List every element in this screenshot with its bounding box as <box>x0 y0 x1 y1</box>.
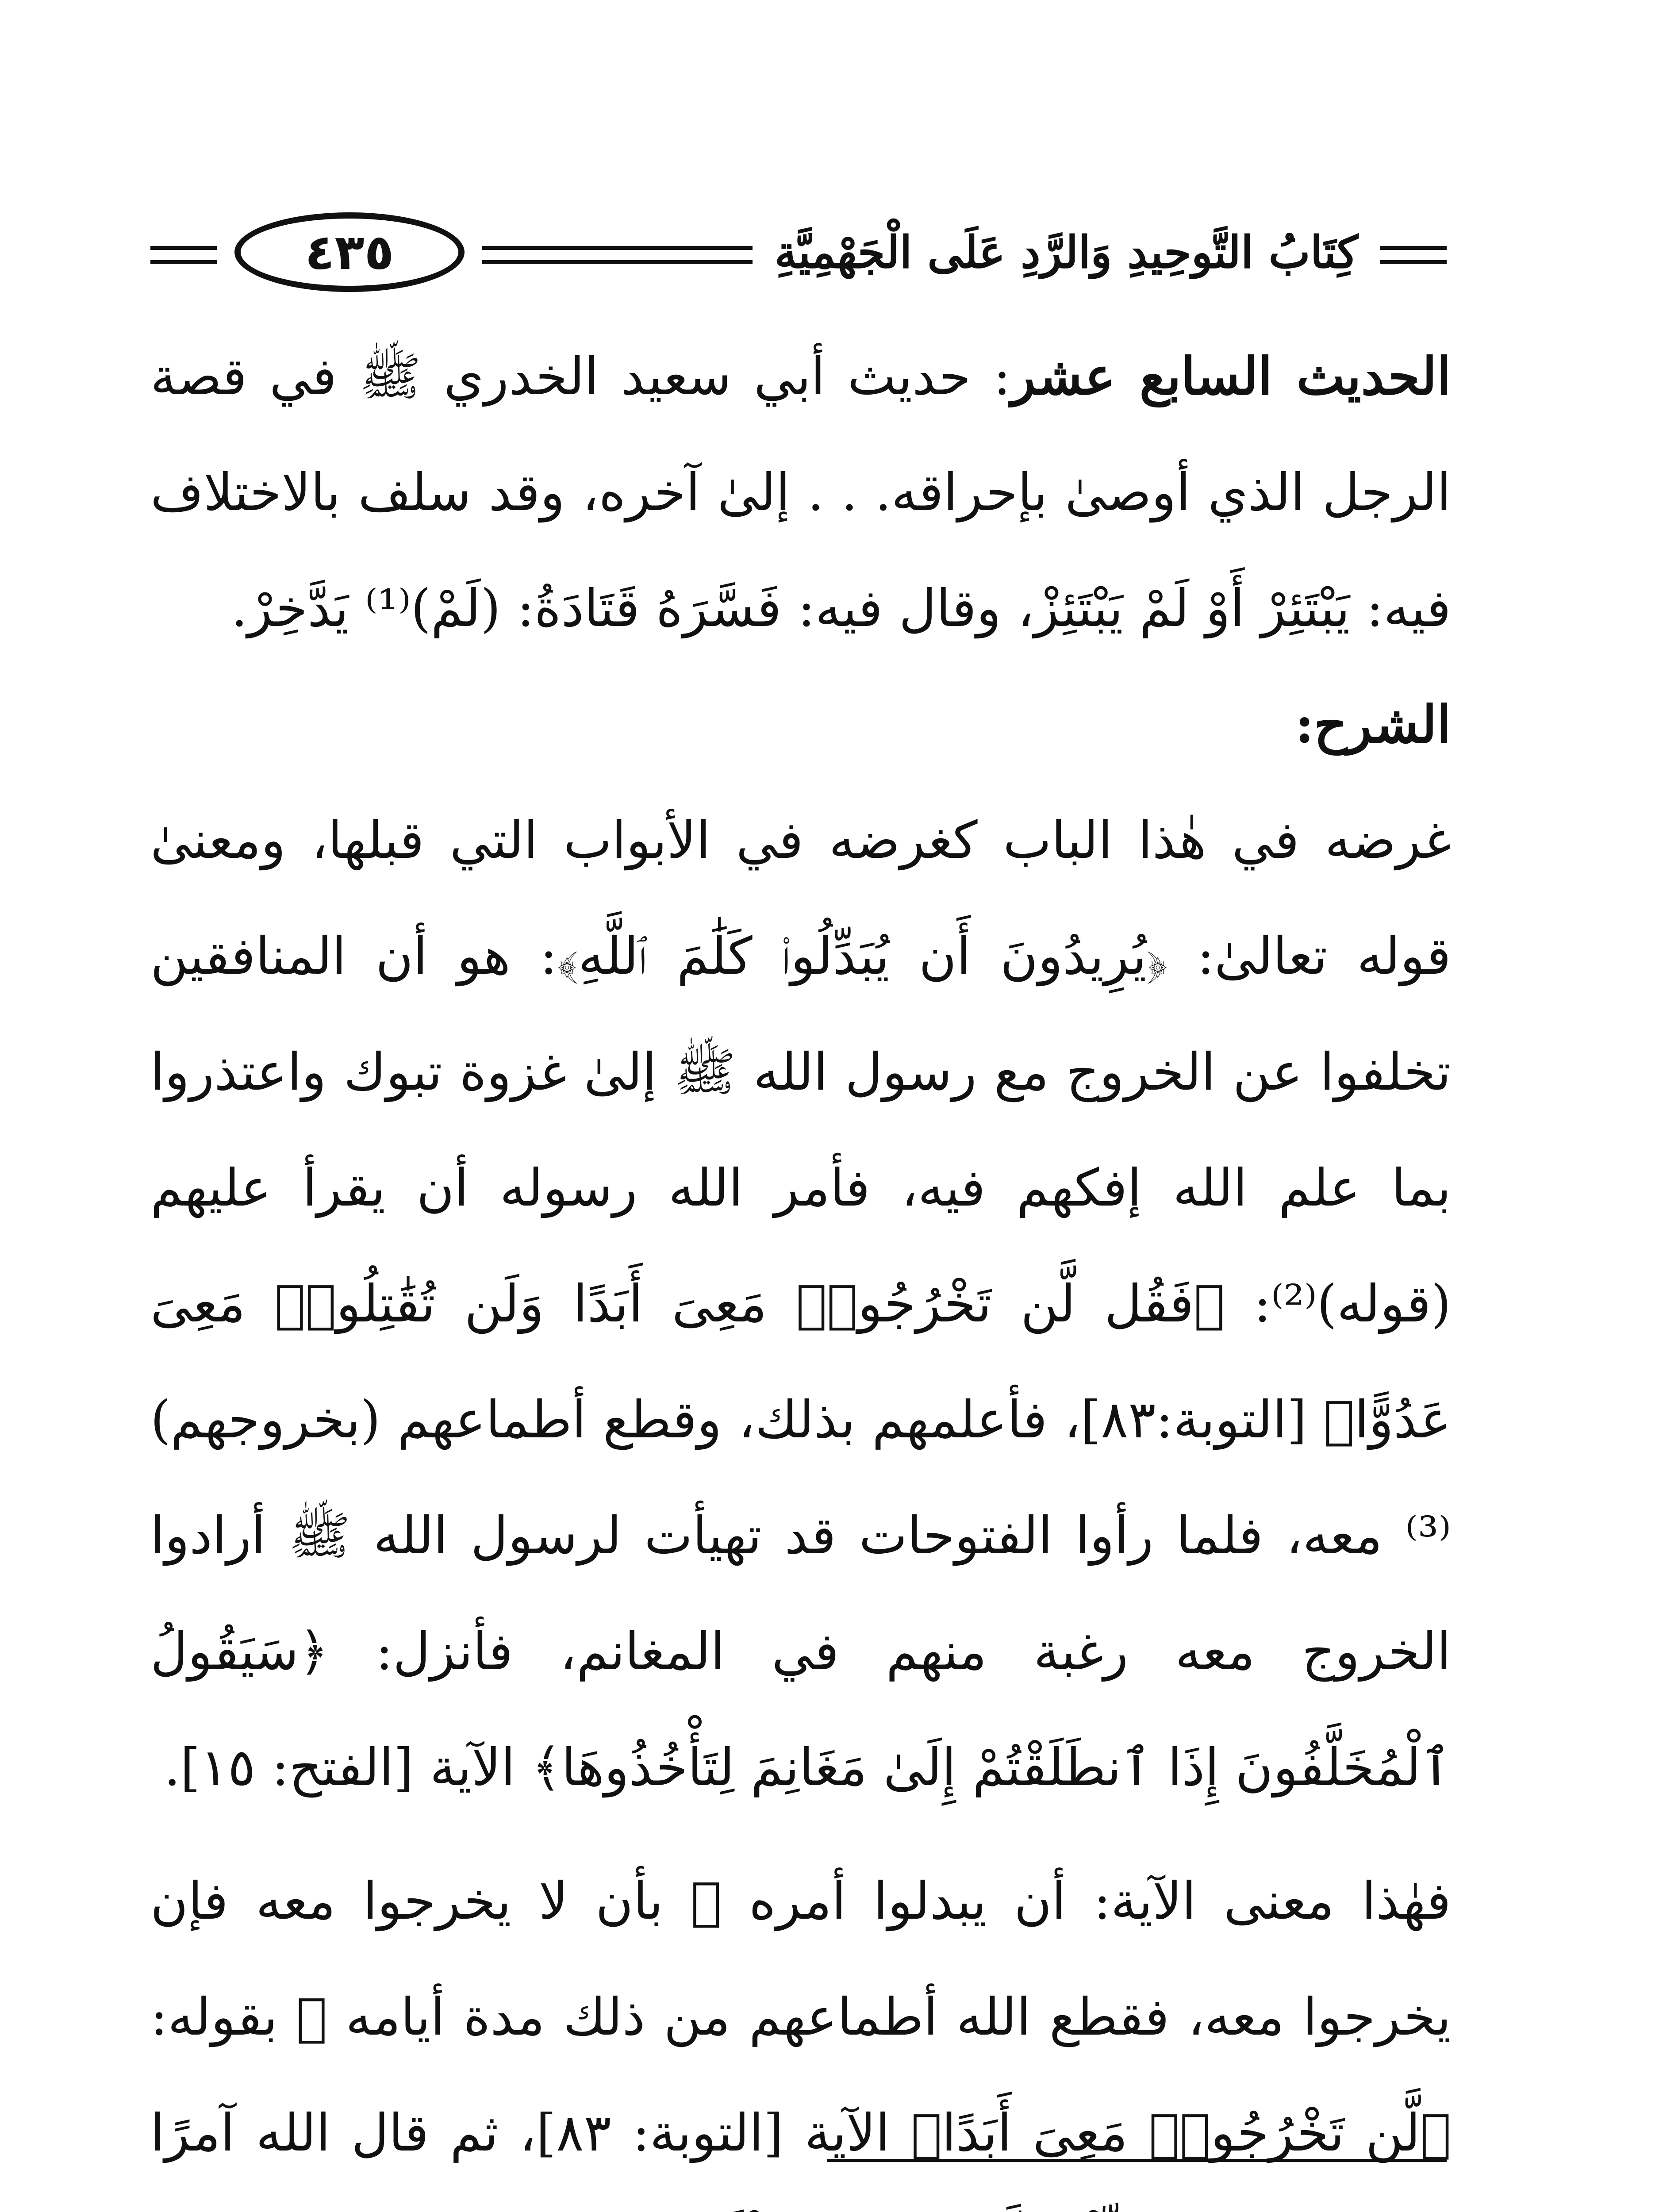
page-number-oval <box>234 212 465 292</box>
footnotes <box>150 2190 1447 2212</box>
hadith-title: الحديث السابع عشر <box>1010 346 1451 407</box>
hadith-text: : حديث أبي سعيد الخدري ﷺ في قصة الرجل الذي أوصىٰ بإحراقه. . . إلىٰ آخره، وقد سلف بالاختلاف فيه: يَبْتَئِرْ أَوْ لَمْ يَبْتَئِزْ، وقال فيه: فَسَّرَهُ قَتَادَةُ: (لَمْ)⁽¹⁾ يَدَّخِرْ. <box>150 347 1451 638</box>
hadith-paragraph <box>150 319 1451 667</box>
commentary-paragraph-2: فهٰذا معنى الآية: أن يبدلوا أمره ﷺ بأن لا يخرجوا معه فإن يخرجوا معه، فقطع الله أطماعهم من ذلك مدة أيامه ﷺ بقوله: ﴿لَّن تَخْرُجُوا۟ مَعِىَ أَبَدًا﴾ الآية [التوبة: ٨٣]، ثم قال الله آمرًا <box>150 1871 1451 2163</box>
page-header <box>150 208 1447 296</box>
footnote-number <box>1371 2190 1447 2212</box>
page-number: ٤٣٥ <box>305 224 394 280</box>
footnote-separator <box>827 2159 1447 2162</box>
page-number-frame <box>217 208 482 296</box>
main-text <box>150 319 1451 2212</box>
footnote-1 <box>150 2190 1447 2212</box>
commentary-paragraph-1: غرضه في هٰذا الباب كغرضه في الأبواب التي قبلها، ومعنىٰ قوله تعالىٰ: ﴿يُرِيدُونَ أَن يُبَدِّلُوا۟ كَلَٰمَ ٱللَّهِ﴾: هو أن المنافقين تخلفوا عن الخروج مع رسول الله ﷺ إلىٰ غزوة تبوك واعتذروا بما علم الله إفكهم فيه، فأمر الله رسوله أن يقرأ عليهم (قوله)⁽²⁾: ﴿فَقُل لَّن تَخْرُجُوا۟ مَعِىَ أَبَدًا وَلَن تُقَٰتِلُوا۟ مَعِىَ عَدُوًّا﴾ [التوبة:٨٣]، فأعلمهم بذلك، وقطع أطماعهم (بخروجهم)⁽³⁾ معه، فلما رأوا الفتوحات قد تهيأت لرسول الله ﷺ أرادوا الخروج معه رغبة منهم في المغانم، فأنزل: ﴿سَيَقُولُ ٱلْمُخَلَّفُونَ إِذَا ٱنطَلَقْتُمْ إِلَىٰ مَغَانِمَ لِتَأْخُذُوهَا﴾ الآية [الفتح: ١٥]. <box>150 810 1451 1797</box>
running-title: كِتَابُ التَّوحِيدِ وَالرَّدِ عَلَى الْجَهْمِيَّةِ <box>753 217 1380 288</box>
sharh-heading: الشرح: <box>1295 695 1451 755</box>
